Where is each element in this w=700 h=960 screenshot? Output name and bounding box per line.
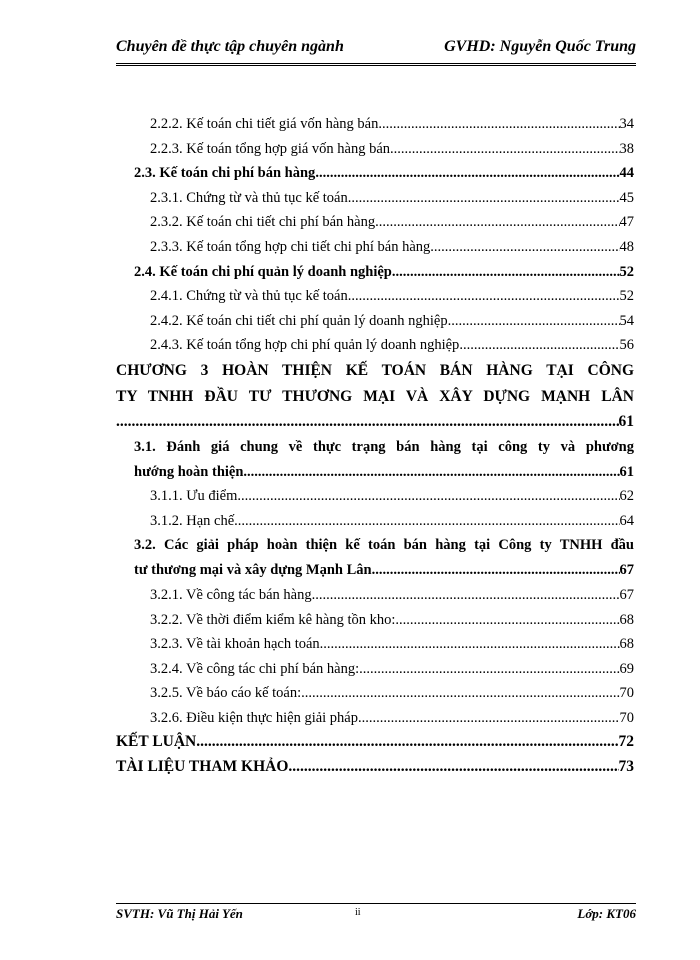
header-divider <box>116 63 636 66</box>
toc-leader-dots <box>372 558 620 583</box>
toc-leader-dots <box>451 309 619 334</box>
toc-page-number: 52 <box>619 263 634 280</box>
toc-entry-title: 2.4. Kế toán chi phí quản lý doanh nghiệp <box>134 263 392 280</box>
toc-entry-title: TÀI LIỆU THAM KHẢO <box>116 758 289 776</box>
toc-entry-3-2-2[interactable] <box>116 608 634 633</box>
section-title-line-2: hướng hoàn thiện. <box>134 463 248 480</box>
toc-entry-3-2-4[interactable] <box>116 657 634 682</box>
section-title-line-1: 3.2. Các giải pháp hoàn thiện kế toán bán hàng tại Công ty TNHH đầu <box>134 537 634 554</box>
toc-entry-2-4-2[interactable] <box>116 309 634 334</box>
toc-leader-dots <box>395 608 619 633</box>
toc-entry-2-3-3[interactable] <box>116 235 634 260</box>
toc-leader-dots <box>301 681 619 706</box>
page-footer <box>116 906 636 926</box>
toc-entry-3-2-3[interactable] <box>116 632 634 657</box>
section-title-line-1: 3.1. Đánh giá chung về thực trạng bán hàng tại công ty và phương <box>134 438 634 455</box>
toc-entry-3-1[interactable] <box>116 435 634 485</box>
toc-page-number: 72 <box>618 733 634 751</box>
toc-leader-dots <box>196 730 618 755</box>
toc-entry-3-2-1[interactable] <box>116 583 634 608</box>
toc-entry-references[interactable] <box>116 755 634 780</box>
toc-entry-title: 2.4.2. Kế toán chi tiết chi phí quản lý doanh nghiệp. <box>150 312 452 329</box>
toc-entry-2-3[interactable] <box>116 161 634 186</box>
section-title-line-2-row <box>134 558 634 583</box>
toc-leader-dots <box>359 657 619 682</box>
toc-entry-2-3-1[interactable] <box>116 186 634 211</box>
toc-page-number: 48 <box>619 238 634 255</box>
toc-entry-title: 2.4.3. Kế toán tổng hợp chi phí quản lý doanh nghiệp <box>150 337 460 354</box>
toc-page-number: 45 <box>619 189 634 206</box>
toc-leader-dots <box>459 333 619 358</box>
toc-page-number: 44 <box>619 165 634 182</box>
toc-entry-2-3-2[interactable] <box>116 210 634 235</box>
toc-leader-dots <box>288 755 618 780</box>
toc-page-number: 69 <box>619 660 634 677</box>
toc-leader-dots <box>312 583 620 608</box>
toc-leader-dots <box>348 186 620 211</box>
toc-page-number: 70 <box>619 685 634 702</box>
toc-page-number: 68 <box>619 611 634 628</box>
toc-page-number: 47 <box>619 214 634 231</box>
toc-entry-chapter-3[interactable] <box>116 358 634 435</box>
toc-leader-dots <box>348 284 620 309</box>
toc-entry-conclusion[interactable] <box>116 730 634 755</box>
chapter-leader-row <box>116 410 634 435</box>
toc-entry-3-2-6[interactable] <box>116 706 634 731</box>
footer-divider <box>116 903 636 904</box>
footer-student: SVTH: Vũ Thị Hải Yến <box>116 906 243 921</box>
toc-page-number: 52 <box>619 288 634 305</box>
toc-page-number: 38 <box>619 140 634 157</box>
toc-entry-title: 3.2.6. Điều kiện thực hiện giải pháp <box>150 709 358 726</box>
toc-entry-3-1-1[interactable] <box>116 484 634 509</box>
toc-entry-title: 2.2.3. Kế toán tổng hợp giá vốn hàng bán <box>150 140 391 157</box>
toc-entry-3-1-2[interactable] <box>116 509 634 534</box>
toc-page-number: 61 <box>618 412 634 430</box>
toc-page-number: 62 <box>619 488 634 505</box>
toc-leader-dots <box>234 509 619 534</box>
toc-leader-dots <box>434 235 620 260</box>
toc-entry-title: 3.2.3. Về tài khoản hạch toán. <box>150 636 324 653</box>
toc-page-number: 68 <box>619 636 634 653</box>
toc-entry-title: 3.2.5. Về báo cáo kế toán: <box>150 685 302 702</box>
header-instructor: GVHD: Nguyễn Quốc Trung <box>444 38 636 55</box>
toc-entry-3-2-5[interactable] <box>116 681 634 706</box>
toc-entry-2-2-2[interactable] <box>116 112 634 137</box>
toc-entry-title: 2.3.2. Kế toán chi tiết chi phí bán hàng <box>150 214 376 231</box>
toc-leader-dots <box>237 484 619 509</box>
toc-page-number: 34 <box>619 116 634 132</box>
page-header <box>116 38 636 62</box>
toc-leader-dots <box>116 410 619 435</box>
toc-leader-dots <box>378 112 619 137</box>
toc-page-number: 67 <box>619 586 634 603</box>
table-of-contents <box>116 112 634 780</box>
toc-entry-title: 3.2.4. Về công tác chi phí bán hàng: <box>150 660 360 677</box>
toc-entry-2-4-1[interactable] <box>116 284 634 309</box>
toc-entry-2-4[interactable] <box>116 260 634 285</box>
toc-entry-title: 2.3.1. Chứng từ và thủ tục kế toán <box>150 189 348 206</box>
footer-page-number: ii <box>355 907 361 918</box>
section-title-line-2-row <box>134 460 634 485</box>
toc-entry-title: 3.2.1. Về công tác bán hàng <box>150 586 312 603</box>
toc-entry-title: 3.1.2. Hạn chế <box>150 512 235 529</box>
toc-page-number: 67 <box>619 562 634 579</box>
toc-leader-dots <box>323 632 619 657</box>
toc-entry-2-2-3[interactable] <box>116 137 634 162</box>
toc-entry-title: KẾT LUẬN <box>116 733 197 751</box>
toc-leader-dots <box>392 260 620 285</box>
toc-leader-dots <box>358 706 620 731</box>
header-course-title: Chuyên đề thực tập chuyên ngành <box>116 38 344 55</box>
toc-entry-title: 2.3. Kế toán chi phí bán hàng <box>134 165 316 182</box>
toc-entry-title: 2.3.3. Kế toán tổng hợp chi tiết chi phí bán hàng. <box>150 238 434 255</box>
toc-page-number: 73 <box>618 758 634 776</box>
toc-page-number: 56 <box>619 337 634 354</box>
toc-leader-dots <box>375 210 619 235</box>
toc-page-number: 61 <box>619 463 634 480</box>
toc-leader-dots <box>315 161 619 186</box>
footer-class: Lớp: KT06 <box>577 906 636 921</box>
toc-entry-title: 3.1.1. Ưu điểm <box>150 488 238 505</box>
chapter-title-line-1: CHƯƠNG 3 HOÀN THIỆN KẾ TOÁN BÁN HÀNG TẠI CÔNG <box>116 361 634 379</box>
toc-page-number: 70 <box>619 709 634 726</box>
toc-entry-2-4-3[interactable] <box>116 333 634 358</box>
toc-entry-title: 2.4.1. Chứng từ và thủ tục kế toán <box>150 288 348 305</box>
toc-entry-title: 2.2.2. Kế toán chi tiết giá vốn hàng bán <box>150 116 379 132</box>
toc-page-number: 64 <box>619 512 634 529</box>
toc-page-number: 54 <box>619 312 634 329</box>
chapter-title-line-2: TY TNHH ĐẦU TƯ THƯƠNG MẠI VÀ XÂY DỰNG MẠNH LÂN <box>116 387 634 405</box>
toc-leader-dots <box>390 137 619 162</box>
toc-leader-dots <box>247 460 619 485</box>
toc-entry-3-2[interactable] <box>116 533 634 583</box>
section-title-line-2: tư thương mại và xây dựng Mạnh Lân <box>134 562 372 579</box>
toc-entry-title: 3.2.2. Về thời điểm kiểm kê hàng tồn kho: <box>150 611 396 628</box>
